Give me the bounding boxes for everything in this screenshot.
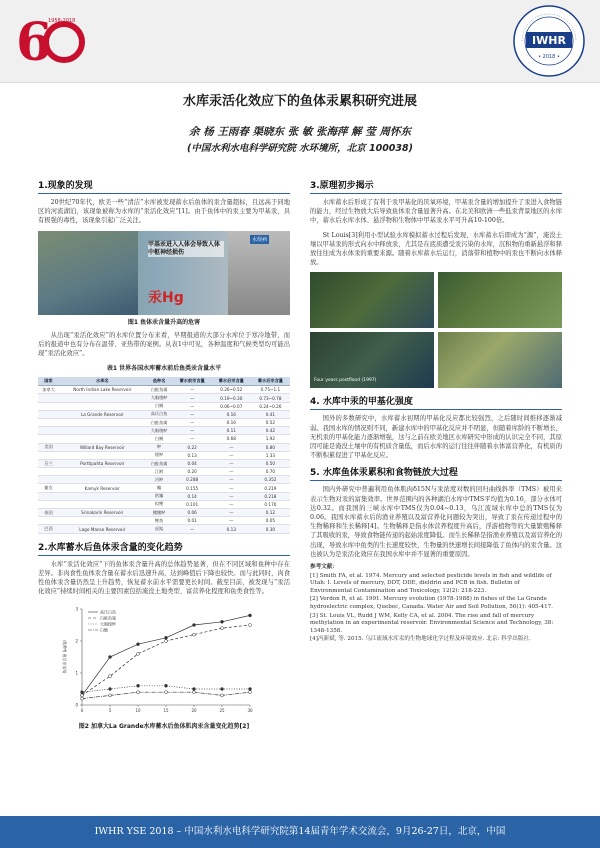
table-cell: 0.14: [173, 492, 212, 500]
table-cell: [59, 468, 146, 476]
table-cell: 0.101: [173, 500, 212, 508]
table-cell: —: [173, 402, 212, 410]
table-cell: [38, 476, 59, 484]
table-cell: 虎鲶: [146, 525, 173, 533]
y-tick-label: 0: [75, 702, 78, 708]
y-tick-label: 3: [75, 606, 78, 612]
data-point: [109, 656, 112, 659]
data-point: [137, 653, 140, 656]
table-cell: —: [173, 525, 212, 533]
table-cell: —: [212, 459, 251, 467]
data-point: [249, 691, 252, 694]
table-1-caption: 表1 世界各国水库蓄水前后鱼类汞含量水平: [106, 365, 222, 373]
table-cell: 0.11: [212, 427, 251, 435]
table-row: [38, 509, 290, 517]
table-header-cell: 蓄水后汞含量: [251, 377, 290, 386]
table-cell: [59, 402, 146, 410]
data-point: [81, 698, 84, 701]
table-cell: 0.218: [251, 492, 290, 500]
section-heading: 5. 水库鱼体汞累积和食物链放大过程: [310, 465, 562, 481]
x-tick-label: 30: [247, 708, 253, 714]
table-cell: 0.155: [173, 484, 212, 492]
iwhr-forum-seal-logo: [512, 4, 586, 78]
section-heading: 3.原理初步揭示: [310, 178, 562, 194]
data-point: [221, 694, 224, 697]
legend-label: 白鲑鱼属: [100, 615, 116, 621]
table-cell: —: [173, 410, 212, 418]
table-cell: 0.42: [251, 427, 290, 435]
reservoir-photo-grid: [310, 272, 562, 388]
table-cell: 鲤鱼: [146, 517, 173, 525]
table-cell: —: [173, 394, 212, 402]
data-point: [221, 621, 224, 624]
table-cell: —: [212, 484, 251, 492]
data-point: [165, 637, 168, 640]
right-column: [310, 178, 562, 645]
reservoir-photo: [310, 272, 434, 328]
poster-title: 水库汞活化效应下的鱼体汞累积研究进展: [182, 94, 417, 109]
table-cell: [59, 500, 146, 508]
table-cell: Kamyk Reservoir: [59, 484, 146, 492]
table-cell: —: [173, 418, 212, 426]
table-row: [38, 468, 290, 476]
data-point: [249, 614, 252, 617]
table-cell: 梭鲈: [146, 451, 173, 459]
fig1-hg-label: 汞Hg: [148, 289, 184, 306]
table-cell: —: [212, 468, 251, 476]
reservoir-photo: [438, 272, 562, 328]
table-cell: [59, 517, 146, 525]
data-point: [165, 691, 168, 694]
x-tick-label: 15: [163, 708, 169, 714]
svg-text:IWHR: IWHR: [532, 34, 566, 47]
table-cell: 鳊: [146, 484, 173, 492]
data-point: [81, 691, 84, 694]
table-cell: 芬兰: [38, 459, 59, 467]
table-row: [38, 435, 290, 443]
fig1-badge: 水俣病: [252, 236, 268, 243]
table-cell: —: [212, 492, 251, 500]
table-cell: 美国: [38, 443, 59, 451]
x-tick-label: 10: [135, 708, 141, 714]
y-axis-label: 鱼体汞含量 (µg/g): [62, 640, 67, 675]
table-cell: [38, 468, 59, 476]
table-cell: 0.13: [212, 525, 251, 533]
x-tick-label: 20: [191, 708, 197, 714]
photo-label: Four years postflood (1997): [314, 378, 377, 384]
data-point: [165, 685, 168, 688]
table-row: [38, 394, 290, 402]
table-row: [38, 484, 290, 492]
table-cell: Srinakarin Reservoir: [59, 509, 146, 517]
data-point: [193, 691, 196, 694]
paragraph: 国外的多数研究中，水库蓄水初期的甲基化反应都比较强烈，之后随时间推移逐渐减弱。我国水库的情况则不同，新建水库中的甲基化反应并不明显，但随着库龄的不断增长，无机汞的甲基化能力逐渐增强，这与之前在欧美地区水库研究中形成的认识完全不同，其原因可能是淹没土壤中的有机质含量低，而后水库的运行往往伴随着水体富营养化，有机质的不断积累促进了甲基化反应。: [310, 415, 562, 460]
table-cell: 江鳕: [146, 468, 173, 476]
table-cell: 0.219: [251, 484, 290, 492]
legend-label: 大眼梭鲈: [100, 621, 116, 627]
table-cell: 0.75~1.1: [251, 386, 290, 394]
table-cell: [38, 402, 59, 410]
table-cell: [38, 410, 59, 418]
table-cell: 拟鲤: [146, 500, 173, 508]
y-tick-label: 1: [75, 670, 78, 676]
table-cell: —: [212, 500, 251, 508]
table-cell: 白鲑鱼属: [146, 386, 173, 394]
paragraph: 水库蓄水后形成了有利于汞甲基化的厌氧环境，甲基汞含量的增加提升了汞进入食物链的能力，经过生物放大后导致鱼体汞含量显著升高。在北美和欧洲一些低汞背景地区的水库中，蓄水后水库水体、悬浮物和生物体中甲基汞水平可升高10-100倍。: [310, 199, 562, 225]
table-body: [38, 386, 290, 533]
reference-item: [3] St. Louis VL, Rudd J WM, Kelly CA, et al. 2004. The rise and fall of mercury methylation in an experimental reservoir. Environmental Science and Technology, 38: 1348-1358.: [310, 612, 554, 634]
table-header-cell: 蓄水后汞含量: [212, 377, 251, 386]
table-cell: [59, 451, 146, 459]
table-cell: 0.30: [251, 525, 290, 533]
references-heading: 参考文献：: [310, 564, 338, 571]
table-cell: 0.19~0.30: [212, 394, 251, 402]
table-cell: 白鲑鱼属: [146, 459, 173, 467]
table-cell: [59, 427, 146, 435]
table-cell: 0.352: [251, 476, 290, 484]
svg-text:6: 6: [16, 12, 53, 73]
table-row: [38, 492, 290, 500]
y-tick-label: 2: [75, 638, 78, 644]
data-point: [193, 624, 196, 627]
paragraph: 水库“汞活化效应”下的鱼体汞含量升高的总体趋势显著，但在不同区域和鱼种中存在差异。非肉食性鱼体汞含量在蓄水后迅速升高，达到峰值后下降也较快。而与此同时，肉食性鱼体汞含量仍然呈上升趋势，恢复蓄水前水平需要更长时间。截至目前，被发现与“汞活化效应”持续时间相关的主要因素包括淹没土地类型、富营养化程度和鱼类食性等。: [38, 560, 290, 596]
table-cell: [38, 427, 59, 435]
table-cell: 0.04: [173, 459, 212, 467]
table-row: [38, 410, 290, 418]
table-cell: 0.80: [251, 443, 290, 451]
table-row: [38, 418, 290, 426]
table-cell: 0.16: [212, 418, 251, 426]
table-cell: [38, 500, 59, 508]
data-point: [137, 643, 140, 646]
table-cell: [38, 394, 59, 402]
table-cell: [59, 492, 146, 500]
reservoir-photo: [438, 332, 562, 388]
data-point: [81, 694, 84, 697]
table-row: [38, 402, 290, 410]
figure-1-caption: 图1 鱼体汞含量升高的危害: [127, 318, 201, 326]
table-cell: 0.288: [173, 476, 212, 484]
table-cell: 0.170: [251, 500, 290, 508]
table-cell: 0.50: [251, 459, 290, 467]
table-cell: —: [212, 451, 251, 459]
x-tick-label: 5: [108, 708, 112, 714]
table-header-cell: 蓄水前汞含量: [173, 377, 212, 386]
table-cell: [38, 492, 59, 500]
table-cell: [38, 451, 59, 459]
table-cell: —: [212, 443, 251, 451]
header-band: [0, 0, 600, 83]
affiliation: (中国水利水电科学研究院 水环境所，北京 100038): [187, 143, 413, 154]
table-header-cell: 国家: [38, 377, 59, 386]
table-cell: —: [212, 517, 251, 525]
table-cell: 0.12: [251, 509, 290, 517]
data-point: [109, 694, 112, 697]
dam-photo: [38, 231, 138, 315]
table-cell: 鳍鳍鲈: [146, 509, 173, 517]
table-row: [38, 443, 290, 451]
table-cell: 高氏白鱼: [146, 410, 173, 418]
table-cell: 泰国: [38, 509, 59, 517]
table-header-cell: 鱼种名: [146, 377, 173, 386]
table-cell: 0.73~0.78: [251, 394, 290, 402]
legend-label: 白鲢: [100, 627, 108, 633]
table-cell: Willard Bay Reservoir: [59, 443, 146, 451]
table-header-row: [38, 377, 290, 386]
table-cell: 0.16: [212, 410, 251, 418]
table-cell: La Grande Reservoir: [59, 410, 146, 418]
table-cell: [59, 418, 146, 426]
table-cell: 1.33: [251, 451, 290, 459]
section-heading: 2.水库蓄水后鱼体汞含量的变化趋势: [38, 540, 290, 556]
table-header-cell: 水库名: [59, 377, 146, 386]
paragraph: 从出现“汞活化效应”的水库位置分布来看，早期报道的大部分水库位于寒冷地带，而后的报道中也有分布在温带、亚热带的案例。从表1中可见，各种温度和气候类型均可能出现“汞活化效应”。: [38, 331, 290, 358]
table-cell: 0.52: [251, 418, 290, 426]
table-cell: 巴西: [38, 525, 59, 533]
data-point: [249, 688, 252, 691]
table-cell: 捷克: [38, 484, 59, 492]
table-cell: [59, 435, 146, 443]
data-point: [221, 688, 224, 691]
table-cell: Lago Manso Reservoir: [59, 525, 146, 533]
table-cell: 大眼梭鲈: [146, 427, 173, 435]
table-cell: [38, 418, 59, 426]
section-heading: 4. 水库中汞的甲基化强度: [310, 394, 562, 410]
figure-2-caption: 图2 加拿大La Grande水库蓄水后鱼体肌肉汞含量变化趋势[2]: [78, 723, 250, 731]
paragraph: 国内外研究中普遍利用鱼体肌肉δ15N与汞浓度对数的回归曲线斜率（TMS）被用来表示生物对汞的富集效率。世界范围内的各种湖泊水库中TMS平均值为0.16，部分水体可达0.32。而我国的三峡水库中TMS仅为0.04~0.13，乌江流域水库中总的TMS仅为0.06。我国水库蓄水后的渔业养殖以及富营养化问题较为突出，导致了汞在传递过程中的生物稀释和生长稀释[4]。生物稀释是指水体营养程度升高后，浮游植物等的大量繁殖稀释了其吸收的汞，导致食物链传递的起始浓度降低。而生长稀释是指渔业养殖以及富营养化的出现，导致水库中鱼类的生长速度较快，生物量的快速增长间接降低了鱼体内的汞含量。这也被认为是汞活化效应在我国水库中并不显著的重要原因。: [310, 486, 562, 558]
table-cell: 大眼梭鲈: [146, 394, 173, 402]
table-row: [38, 427, 290, 435]
table-cell: —: [173, 435, 212, 443]
fig1-text-box: 甲基汞进入人体会导致人体中枢神经损伤: [148, 241, 224, 257]
table-cell: —: [212, 509, 251, 517]
table-row: [38, 459, 290, 467]
x-tick-label: 25: [219, 708, 225, 714]
table-cell: 加拿大: [38, 386, 59, 394]
data-point: [165, 640, 168, 643]
table-cell: [38, 517, 59, 525]
paragraph: 20世纪70年代，欧美一些“清洁”水库被发现蓄水后鱼体的汞含量超标，且远高于同地区的河流湖泊，该现象被称为水库的“汞活化效应”[1]。由于鱼体中的汞主要为甲基汞，具有极强的毒性，该现象引起广泛关注。: [38, 199, 290, 225]
table-cell: 0.06~0.07: [212, 402, 251, 410]
data-point: [221, 627, 224, 630]
table-cell: North Indian Lake Reservoir: [59, 386, 146, 394]
table-cell: —: [173, 427, 212, 435]
table-cell: [59, 394, 146, 402]
table-cell: 0.68: [212, 435, 251, 443]
table-cell: —: [212, 476, 251, 484]
footer-bar: IWHR YSE 2018 – 中国水利水电科学研究院第14届青年学术交流会，9月26-27日，北京，中国: [0, 816, 600, 848]
reference-item: [1] Smith FA, et al. 1974. Mercury and selected pesticide levels in fish and wildlife of Utah: I. Levels of mercury, DDT, DDE, dieldrin and PCB in fish. Bulletin of Environmental Contamination and Toxicology, 12(2): 218-223.: [310, 572, 552, 594]
table-cell: [59, 476, 146, 484]
data-point: [109, 675, 112, 678]
svg-text:• 2018 •: • 2018 •: [538, 54, 560, 60]
table-cell: 0.22: [173, 443, 212, 451]
table-1: [38, 377, 290, 533]
svg-text:1958-2018: 1958-2018: [48, 18, 76, 24]
table-row: [38, 451, 290, 459]
paragraph: St Louis[3]利用小型试验水库模拟蓄水过程后发现，水库蓄水后即成为“源”，淹没土壤以甲基汞的形式向水中释放汞，尤其是在底质遭受汞污染的水库，沉积物的重新悬浮和释放往往成为水体汞的重要来源。随着水库蓄水后运行，消落带和植物中的汞也不断向水体释放。: [310, 231, 562, 267]
data-point: [249, 624, 252, 627]
author-list: 余 杨 王雨春 渠晓东 张 敏 张海萍 解 莹 周怀东: [189, 126, 411, 138]
table-cell: 0.13: [173, 451, 212, 459]
data-point: [109, 688, 112, 691]
table-cell: —: [173, 386, 212, 394]
table-cell: Porttipahta Reservoir: [59, 459, 146, 467]
reference-item: [2] Verdon R, et al. 1991. Mercury evolution (1978-1988) in fishes of the La Grande hydroelectric complex, Quebec, Canada. Water Air and Soil Pollution, 56(1): 405-417.: [310, 596, 553, 611]
table-cell: 0.41: [251, 410, 290, 418]
anniversary-60-logo: [14, 8, 88, 74]
section-heading: 1.现象的发现: [38, 178, 290, 194]
data-point: [193, 634, 196, 637]
table-cell: 1.92: [251, 435, 290, 443]
table-cell: 0.20: [173, 468, 212, 476]
table-cell: 0.24~0.26: [251, 402, 290, 410]
figure-1: [38, 231, 290, 315]
data-point: [137, 685, 140, 688]
table-cell: 0.70: [251, 468, 290, 476]
left-column: [38, 178, 290, 735]
table-cell: 河鲈: [146, 476, 173, 484]
table-row: [38, 476, 290, 484]
table-row: [38, 500, 290, 508]
table-cell: 欧鳊: [146, 492, 173, 500]
data-point: [137, 691, 140, 694]
table-cell: 白鲢: [146, 435, 173, 443]
reference-item: [4]冯新斌, 等. 2015. 乌江流域水库汞的生物地球化学过程及环境效应. 北京: 科学出版社.: [310, 636, 531, 643]
table-row: [38, 525, 290, 533]
table-row: [38, 517, 290, 525]
table-cell: 0.06: [173, 509, 212, 517]
table-cell: 白鲢: [146, 402, 173, 410]
table-cell: 白鲑鱼属: [146, 418, 173, 426]
legend-label: 高氏白鱼: [100, 609, 116, 615]
data-point: [193, 688, 196, 691]
table-row: [38, 386, 290, 394]
table-cell: 0.26~0.52: [212, 386, 251, 394]
x-tick-label: 0: [80, 708, 84, 714]
table-cell: 0.01: [173, 517, 212, 525]
table-cell: 鲈: [146, 443, 173, 451]
table-cell: [38, 435, 59, 443]
figure-2-line-chart: [60, 601, 260, 719]
references: [310, 564, 562, 644]
table-cell: 0.05: [251, 517, 290, 525]
